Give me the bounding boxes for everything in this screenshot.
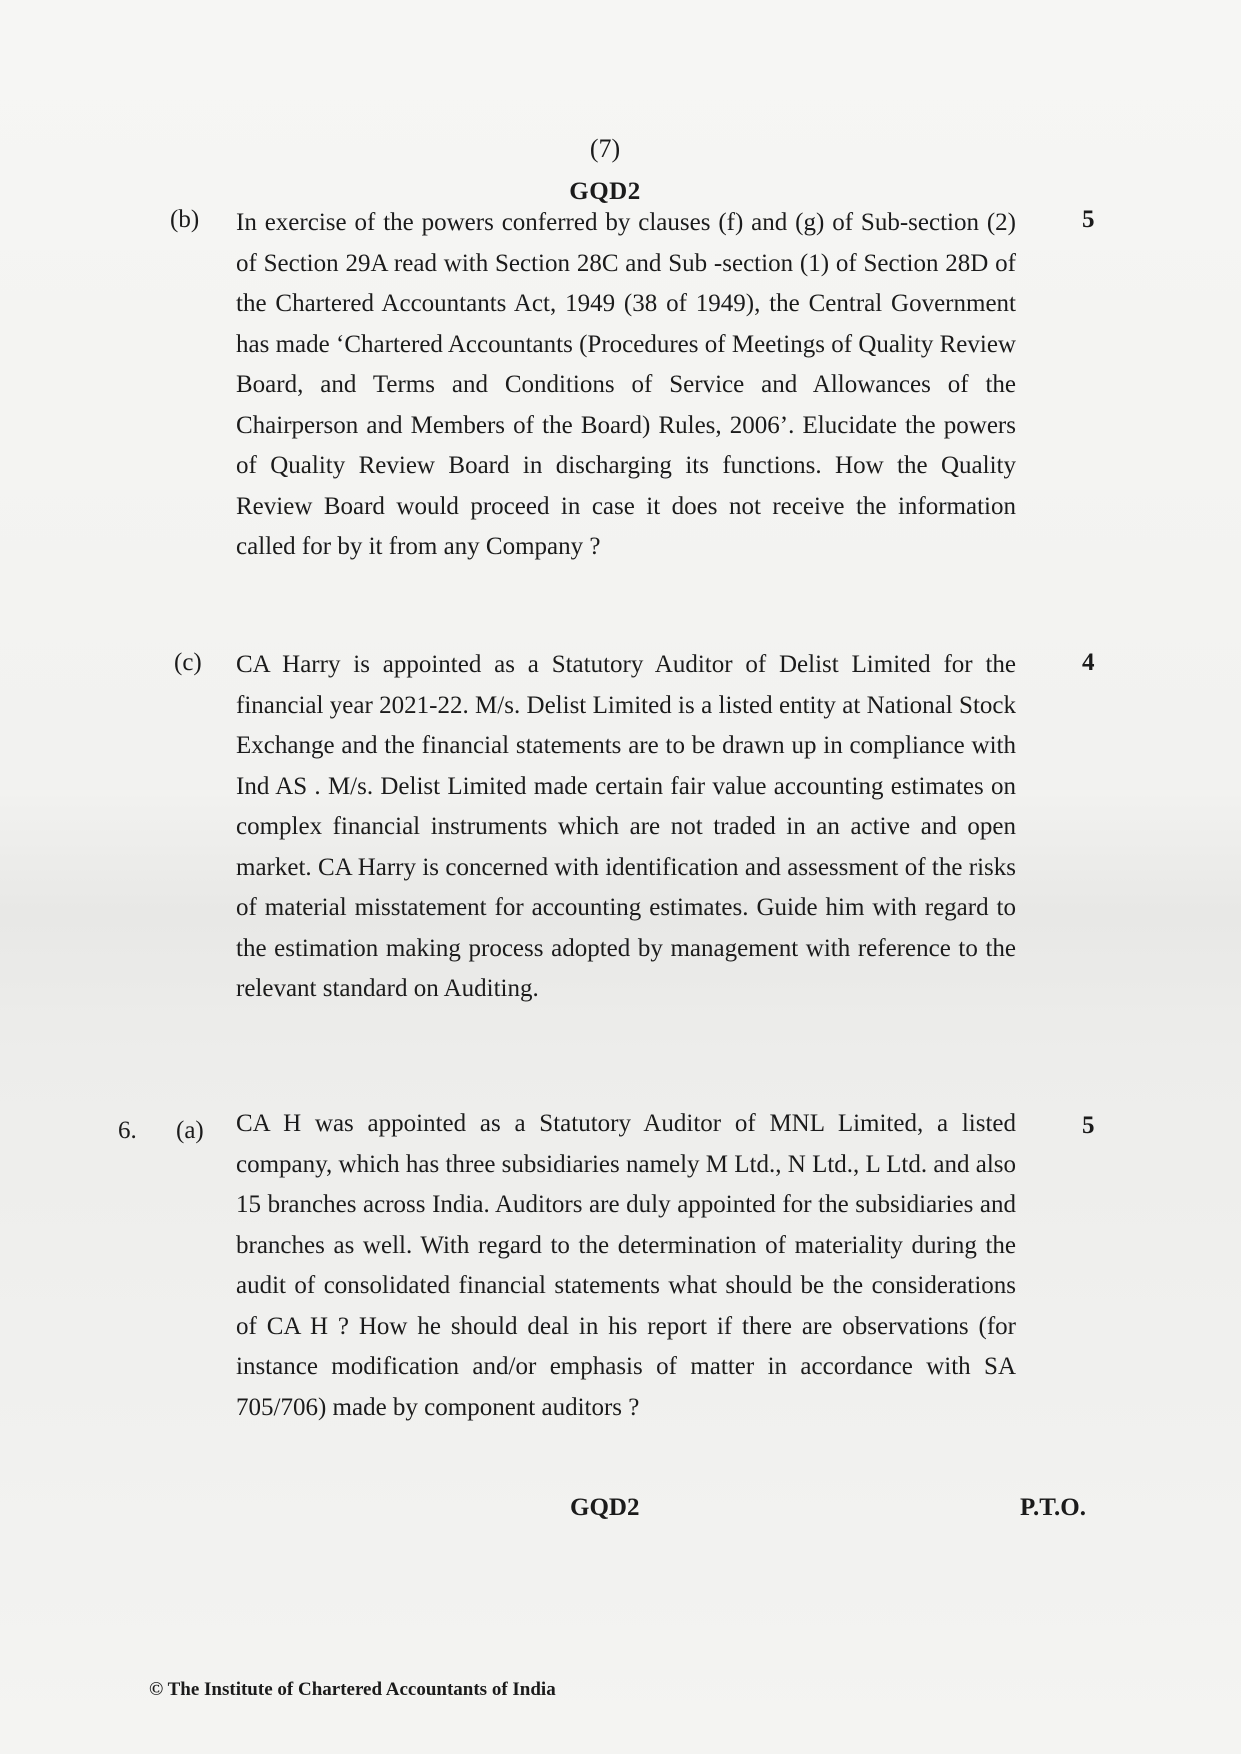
question-marks-b: 5 [1082, 206, 1095, 233]
copyright-notice: © The Institute of Chartered Accountants of India [149, 1679, 556, 1700]
question-marks-c: 4 [1082, 649, 1095, 676]
question-label-b: (b) [170, 206, 200, 233]
page-number: (7) [589, 134, 621, 163]
question-number-6: 6. [118, 1117, 137, 1144]
question-label-6a: (a) [176, 1117, 204, 1144]
question-text-c: CA Harry is appointed as a Statutory Auditor of Delist Limited for the financial year 2021-22. M/s. Delist Limited is a listed entity at National Stock Exchange and the financial statements are to be drawn up in compliance with Ind AS . M/s. Delist Limited made certain fair value accounting estimates on complex financial instruments which are not traded in an active and open market. CA Harry is concerned with identification and assessment of the risks of material misstatement for accounting estimates. Guide him with regard to the estimation making process adopted by management with reference to the relevant standard on Auditing. [236, 651, 1016, 1002]
question-marks-6a: 5 [1082, 1112, 1095, 1139]
question-text-6a: CA H was appointed as a Statutory Auditor of MNL Limited, a listed company, which has three subsidiaries namely M Ltd., N Ltd., L Ltd. and also 15 branches across India. Auditors are duly appointed for the subsidiaries and branches as well. With regard to the determination of materiality during the audit of consolidated financial statements what should be the considerations of CA H ? How he should deal in his report if there are observations (for instance modification and/or emphasis of matter in accordance with SA 705/706) made by component auditors ? [236, 1110, 1016, 1421]
pto-marker: P.T.O. [1020, 1494, 1086, 1521]
question-text-b: In exercise of the powers conferred by clauses (f) and (g) of Sub-section (2) of Section 29A read with Section 28C and Sub -section (1) of Section 28D of the Chartered Accountants Act, 1949 (38 of 1949), the Central Government has made ‘Chartered Accountants (Procedures of Meetings of Quality Review Board, and Terms and Conditions of Service and Allowances of the Chairperson and Members of the Board) Rules, 2006’. Elucidate the powers of Quality Review Board in discharging its functions. How the Quality Review Board would proceed in case it does not receive the information called for by it from any Company ? [236, 209, 1016, 560]
paper-code-footer: GQD2 [570, 1494, 640, 1521]
paper-code-header: GQD2 [569, 178, 641, 205]
question-label-c: (c) [174, 649, 202, 676]
